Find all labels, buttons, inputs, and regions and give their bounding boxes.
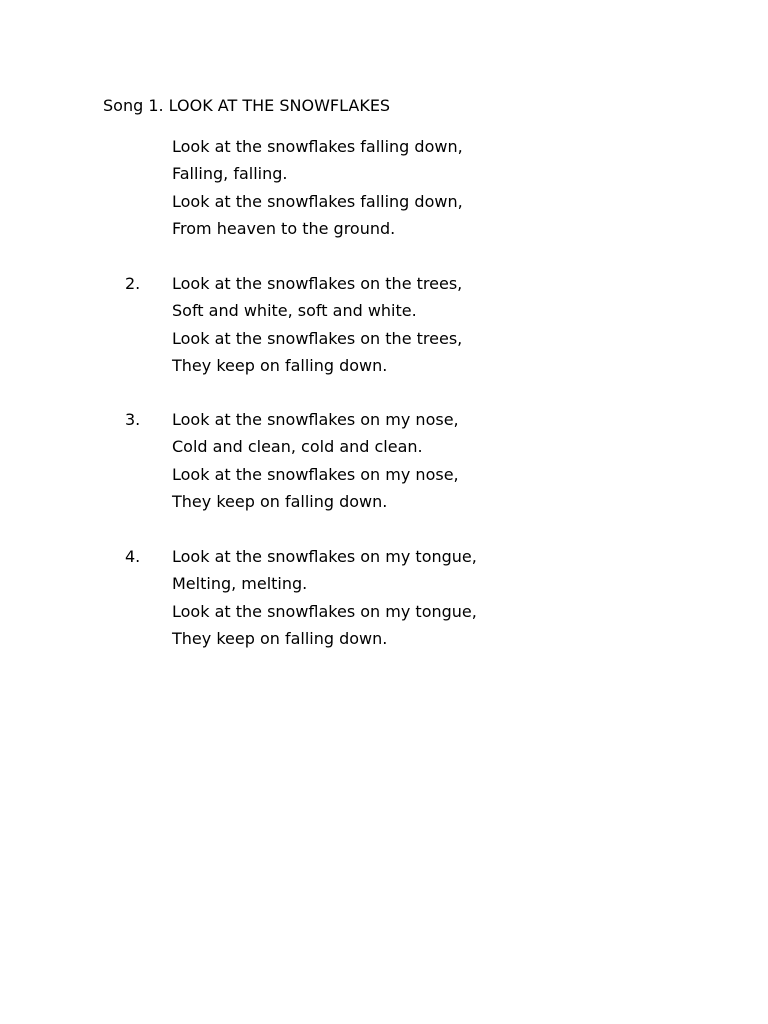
lyric-line: Look at the snowflakes on my tongue, <box>172 547 477 566</box>
lyric-line: They keep on falling down. <box>172 628 388 648</box>
stanza-lines <box>172 543 477 652</box>
lyric-line: Look at the snowflakes on my nose, <box>172 410 459 429</box>
lyric-line: Soft and white, soft and white. <box>172 301 417 321</box>
lyric-line: Look at the snowflakes falling down, <box>172 191 463 211</box>
lyric-line: Look at the snowflakes on the trees, <box>172 274 463 293</box>
lyric-line: They keep on falling down. <box>172 491 388 511</box>
stanza-number: 3. <box>125 410 141 429</box>
lyric-line: Look at the snowflakes on my nose, <box>172 464 459 484</box>
stanza-lines <box>172 406 459 515</box>
lyric-line: Look at the snowflakes on the trees, <box>172 328 463 348</box>
stanza-number: 2. <box>125 274 141 293</box>
lyric-line: Look at the snowflakes falling down, <box>172 137 463 156</box>
lyric-line: Cold and clean, cold and clean. <box>172 437 423 457</box>
song-title: Song 1. LOOK AT THE SNOWFLAKES <box>103 96 391 115</box>
stanza-lines <box>172 270 462 379</box>
lyric-line: From heaven to the ground. <box>172 218 396 238</box>
lyric-line: Melting, melting. <box>172 574 308 594</box>
stanza-number: 4. <box>125 547 141 566</box>
stanza-lines <box>172 133 463 242</box>
lyric-line: Falling, falling. <box>172 164 288 184</box>
lyric-line: Look at the snowflakes on my tongue, <box>172 601 477 621</box>
lyric-line: They keep on falling down. <box>172 355 388 375</box>
